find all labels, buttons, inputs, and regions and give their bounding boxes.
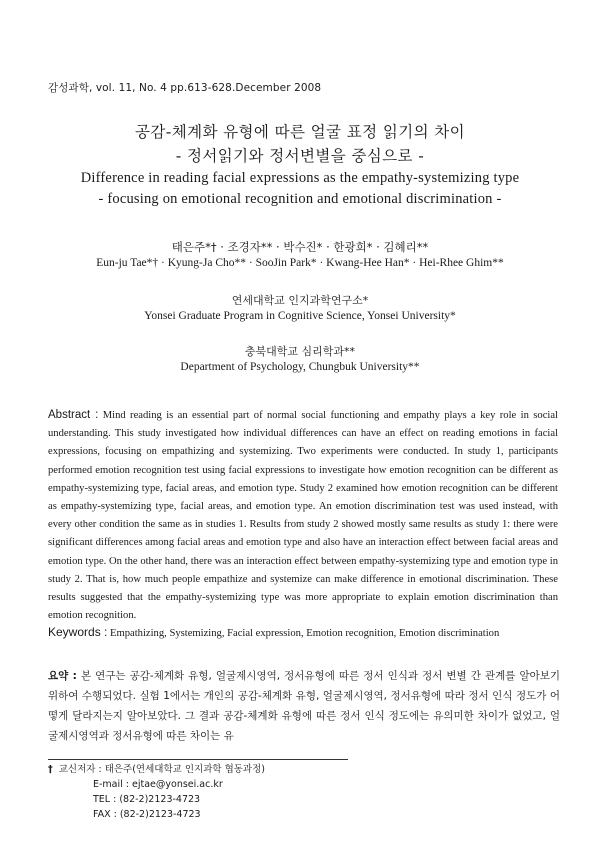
abstract-text: Mind reading is an essential part of normal social functioning and empathy plays a key role in social understanding. This study investigated how individual differences can have an effect on reading emotions in facial expressions, focusing on empathizing and systemizing. Two experiments were conducted. In study 1, participants performed emotion recognition test using facial expressions to investigate how emotion recognition can be different as empathy-systemizing type, facial areas, and emotion type. Study 2 examined how emotion recognition can be different as empathy-systemizing type, facial areas, and emotion type. An emotion discrimination test was used instead, with every other condition the same as in studies 1. Results from study 2 showed mostly same results as study 1: there were significant differences among facial areas and emotion type and also have an interaction effect between facial areas and emotion type. On the other hand, there was an interaction effect between empathy-systemizing type and emotion type in study 2. That is, how much people empathize and systemize can make difference in emotional discrimination. These results suggested that the empathy-systemizing type was more appropriate to explain emotion discrimination than emotion recognition. (48, 410, 558, 622)
keywords (48, 625, 558, 639)
footnote-divider (48, 759, 348, 760)
authors-korean: 태은주*† · 조경자** · 박수진* · 한광희* · 김혜리** (171, 240, 429, 254)
korean-summary (48, 666, 560, 746)
title-korean-line1: 공감-체계화 유형에 따른 얼굴 표정 읽기의 차이 (134, 123, 466, 141)
footnote-dagger: † (48, 764, 53, 775)
footnote-email: E-mail : ejtae@yonsei.ac.kr (93, 779, 223, 790)
affiliation2-korean: 충북대학교 심리학과** (244, 345, 356, 358)
footnote-author: 교신저자 : 태은주(연세대학교 인지과학 협동과정) (58, 764, 265, 775)
footnote-fax: FAX : (82-2)2123-4723 (93, 809, 201, 820)
keywords-text: Empathizing, Systemizing, Facial expression, Emotion recognition, Emotion discrimination (110, 628, 500, 639)
title-english-line2: - focusing on emotional recognition and emotional discrimination - (98, 191, 502, 207)
journal-citation: 감성과학, vol. 11, No. 4 pp.613-628.December 2008 (48, 82, 322, 94)
authors-english: Eun-ju Tae*† · Kyung-Ja Cho** · SooJin Park* · Kwang-Hee Han* · Hei-Rhee Ghim** (96, 257, 504, 269)
footnote-tel: TEL : (82-2)2123-4723 (93, 794, 201, 805)
affiliation1-english: Yonsei Graduate Program in Cognitive Science, Yonsei University* (144, 310, 456, 322)
title-korean-line2: - 정서읽기와 정서변별을 중심으로 - (175, 147, 425, 165)
abstract (48, 406, 558, 625)
summary-text: 본 연구는 공감-체계화 유형, 얼굴제시영역, 정서유형에 따른 정서 인식과 정서 변별 간 관계를 알아보기 위하여 수행되었다. 실험 1에서는 개인의 공감-체계화 유형, 얼굴제시영역, 정서유형에 따라 정서 인식 정도가 어떻게 달라지는지 알아보았다. 그 결과 공감-체계화 유형에 따른 정서 인식 정도에는 유의미한 차이가 없었고, 얼굴제시영역과 정서유형에 따른 차이는 유 (48, 670, 561, 742)
summary-label: 요약 : (48, 670, 77, 682)
title-english-line1: Difference in reading facial expressions as the empathy-systemizing type (80, 170, 520, 186)
abstract-label: Abstract : (48, 409, 99, 421)
keywords-label: Keywords : (48, 625, 108, 639)
footnote (48, 762, 265, 822)
affiliation1-korean: 연세대학교 인지과학연구소* (231, 294, 369, 307)
affiliation2-english: Department of Psychology, Chungbuk University** (180, 361, 420, 373)
footnote-author-line (48, 762, 265, 777)
